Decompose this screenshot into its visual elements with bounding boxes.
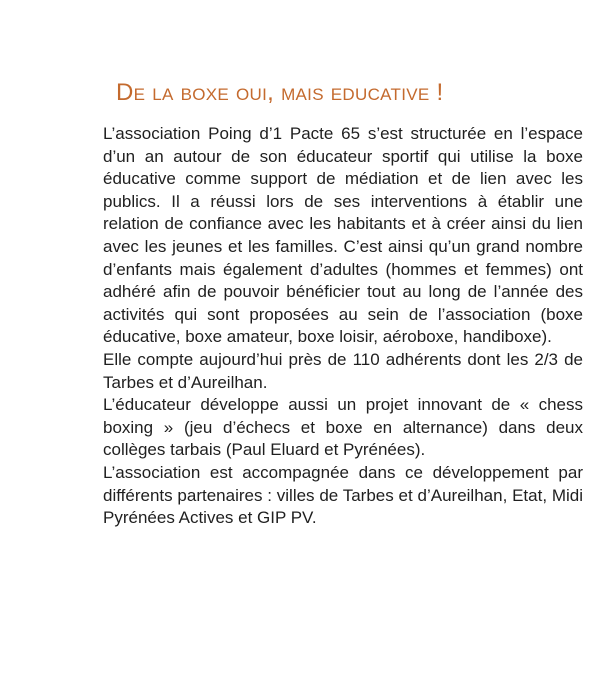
article-title: De la boxe oui, mais educative ! xyxy=(116,79,444,106)
article-body xyxy=(103,123,583,530)
article-paragraph-2: Elle compte aujourd’hui près de 110 adhérents dont les 2/3 de Tarbes et d’Aureilhan. xyxy=(103,349,583,392)
article-paragraph-4: L’association est accompagnée dans ce développement par différents partenaires : villes de Tarbes et d’Aureilhan, Etat, Midi Pyrénées Actives et GIP PV. xyxy=(103,462,583,528)
article-paragraph-1: L’association Poing d’1 Pacte 65 s’est structurée en l’espace d’un an autour de son éducateur sportif qui utilise la boxe éducative comme support de médiation et de lien avec les publics. Il a réussi lors de ses interventions à établir une relation de confiance avec les habitants et à créer ainsi du lien avec les jeunes et les familles. C’est ainsi qu’un grand nombre d’enfants mais également d’adultes (hommes et femmes) ont adhéré afin de pouvoir bénéficier tout au long de l’année des activités qui sont proposées au sein de l’association (boxe éducative, boxe amateur, boxe loisir, aéroboxe, handiboxe). xyxy=(103,124,583,347)
article-paragraph-3: L’éducateur développe aussi un projet innovant de « chess boxing » (jeu d’échecs et boxe en alternance) dans deux collèges tarbais (Paul Eluard et Pyrénées). xyxy=(103,395,583,460)
